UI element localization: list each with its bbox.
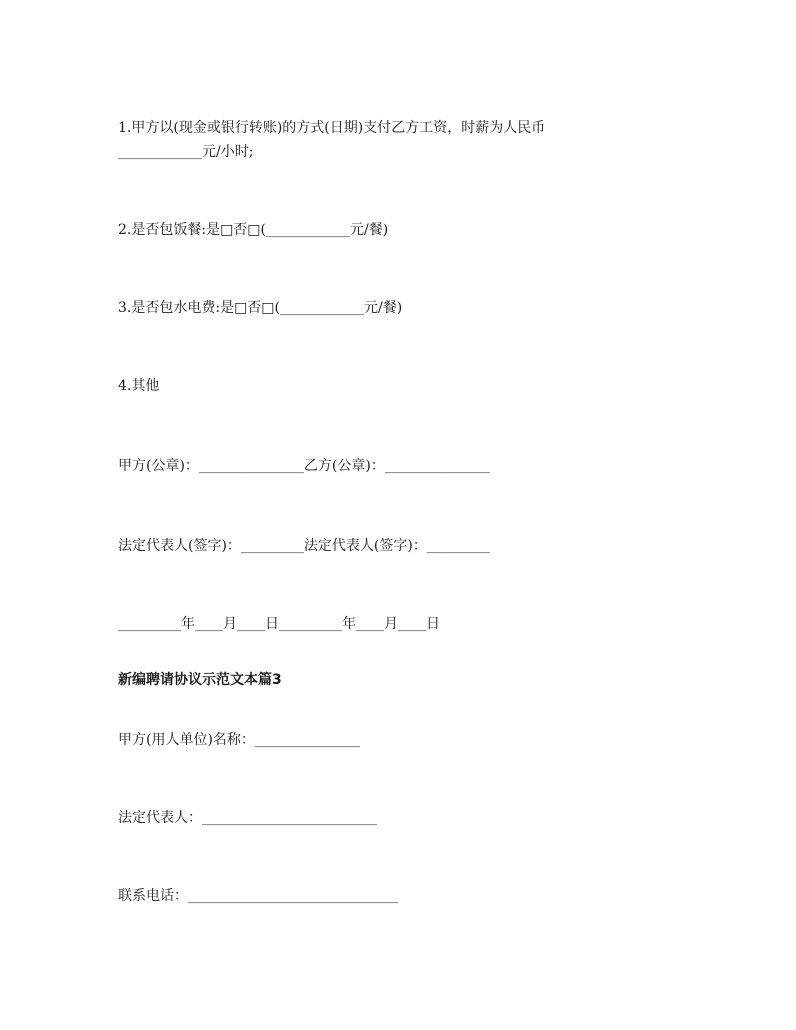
- meal-clause: 2.是否包饭餐:是□否□(____________元/餐): [118, 222, 389, 238]
- utilities-clause: 3.是否包水电费:是□否□(____________元/餐): [118, 300, 403, 316]
- legal-representative-field: 法定代表人：_________________________: [118, 810, 377, 826]
- other-clause: 4.其他: [118, 378, 160, 394]
- date-line: _________年____月____日_________年____月____日: [118, 616, 440, 632]
- legal-representative-signature-line: 法定代表人(签字)：_________法定代表人(签字)：_________: [118, 538, 490, 554]
- employer-name-field: 甲方(用人单位)名称：_______________: [118, 732, 360, 748]
- company-seal-line: 甲方(公章)：_______________乙方(公章)：_______________: [118, 458, 490, 474]
- section-heading: 新编聘请协议示范文本篇3: [118, 672, 282, 688]
- payment-clause-line-1: 1.甲方以(现金或银行转账)的方式(日期)支付乙方工资，时薪为人民币: [118, 120, 546, 136]
- contact-phone-field: 联系电话：______________________________: [118, 888, 398, 904]
- payment-clause-line-2: ____________元/小时;: [118, 144, 254, 160]
